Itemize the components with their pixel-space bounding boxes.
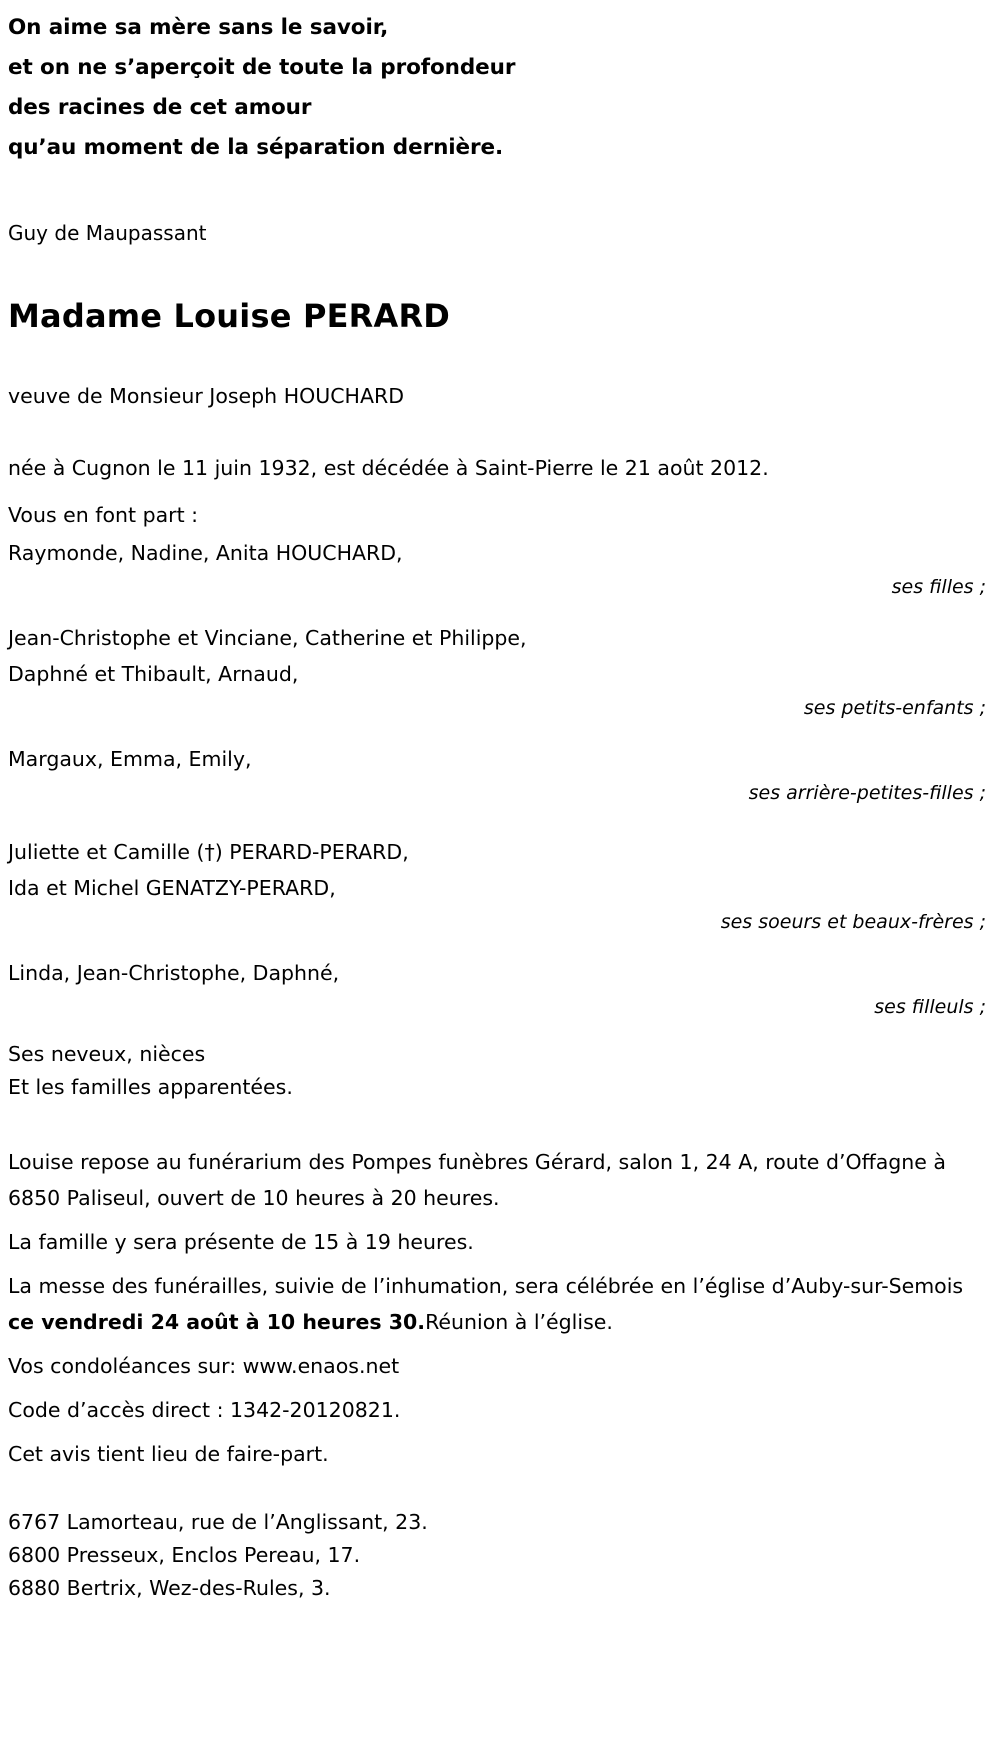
mass-info-datetime: ce vendredi 24 août à 10 heures 30.	[8, 1310, 426, 1334]
relation-group-great-granddaughters	[8, 741, 988, 810]
family-presence-info: La famille y sera présente de 15 à 19 heures.	[8, 1230, 474, 1254]
relation-group-grandchildren	[8, 620, 988, 725]
relation-nephews-nieces: Ses neveux, nièces	[8, 1042, 206, 1066]
address-line-3: 6880 Bertrix, Wez-des-Rules, 3.	[8, 1576, 331, 1600]
relation-group-godchildren	[8, 955, 988, 1024]
relation-names: Margaux, Emma, Emily,	[8, 747, 252, 771]
quote-author: Guy de Maupassant	[8, 221, 207, 245]
relation-families: Et les familles apparentées.	[8, 1075, 293, 1099]
quote-line-1: On aime sa mère sans le savoir,	[8, 15, 389, 40]
address-list	[8, 1506, 988, 1605]
relation-group-sisters	[8, 834, 988, 939]
deceased-name: Madame Louise PERARD	[8, 297, 451, 335]
relation-role: ses filles ;	[891, 576, 986, 598]
condolences-info: Vos condoléances sur: www.enaos.net	[8, 1354, 400, 1378]
funerarium-info: Louise repose au funérarium des Pompes funèbres Gérard, salon 1, 24 A, route d’Offagne à 6850 Paliseul, ouvert de 10 heures à 20 heures.	[8, 1150, 946, 1210]
announcement-intro: Vous en font part :	[8, 503, 199, 527]
relation-names-line-1: Jean-Christophe et Vinciane, Catherine et Philippe,	[8, 626, 527, 650]
access-code-info: Code d’accès direct : 1342-20120821.	[8, 1398, 401, 1422]
relation-names-line-2: Daphné et Thibault, Arnaud,	[8, 662, 299, 686]
relation-role: ses soeurs et beaux-frères ;	[720, 911, 986, 933]
relation-role: ses filleuls ;	[874, 996, 986, 1018]
mass-info	[8, 1268, 988, 1340]
quote-line-4: qu’au moment de la séparation dernière.	[8, 135, 504, 160]
relation-role: ses petits-enfants ;	[803, 697, 986, 719]
quote-block	[8, 8, 988, 168]
address-line-1: 6767 Lamorteau, rue de l’Anglissant, 23.	[8, 1510, 428, 1534]
mass-info-part1: La messe des funérailles, suivie de l’inhumation, sera célébrée en l’église d’Auby-sur-Semois	[8, 1274, 964, 1298]
deceased-birth-death: née à Cugnon le 11 juin 1932, est décédée à Saint-Pierre le 21 août 2012.	[8, 456, 769, 480]
deceased-widow-of: veuve de Monsieur Joseph HOUCHARD	[8, 384, 405, 408]
notice-info: Cet avis tient lieu de faire-part.	[8, 1442, 329, 1466]
relation-names-line-2: Ida et Michel GENATZY-PERARD,	[8, 876, 336, 900]
relation-role: ses arrière-petites-filles ;	[748, 782, 986, 804]
quote-line-2: et on ne s’aperçoit de toute la profondeur	[8, 55, 516, 80]
relation-group-daughters	[8, 535, 988, 604]
relation-names: Raymonde, Nadine, Anita HOUCHARD,	[8, 541, 403, 565]
mass-info-part2: Réunion à l’église.	[425, 1310, 613, 1334]
quote-line-3: des racines de cet amour	[8, 95, 312, 120]
address-line-2: 6800 Presseux, Enclos Pereau, 17.	[8, 1543, 361, 1567]
relation-names: Linda, Jean-Christophe, Daphné,	[8, 961, 340, 985]
relation-names-line-1: Juliette et Camille (†) PERARD-PERARD,	[8, 840, 409, 864]
